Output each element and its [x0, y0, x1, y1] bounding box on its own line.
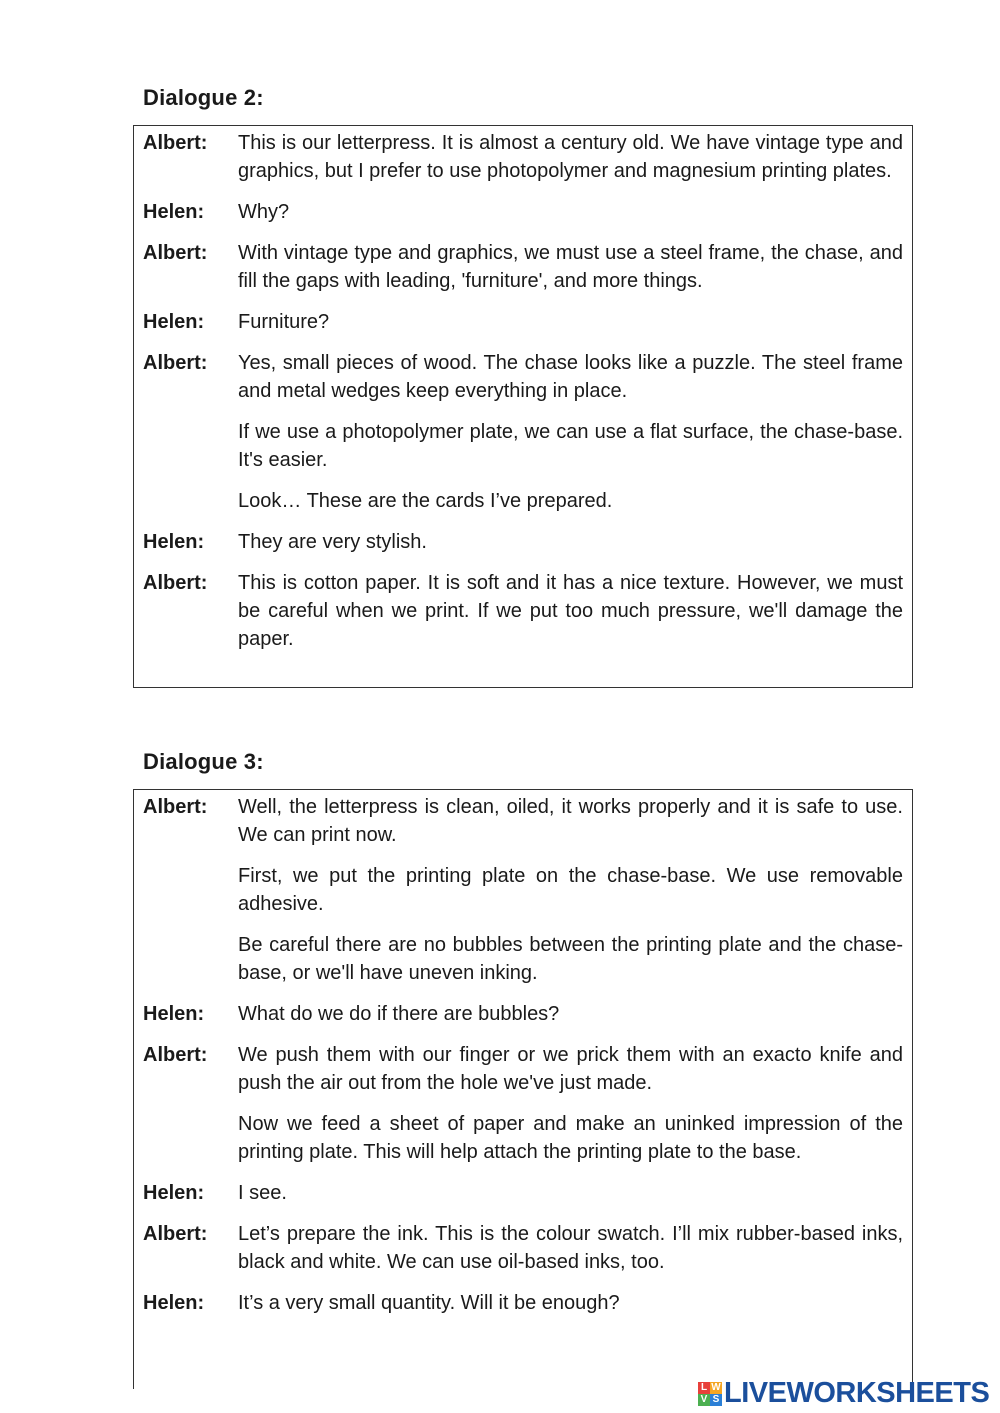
- dialogue-line: [143, 198, 903, 226]
- speech-text: What do we do if there are bubbles?: [238, 1003, 560, 1025]
- dialogue-line: [143, 528, 903, 556]
- dialogue-line: [143, 793, 903, 849]
- speaker-name: Albert:: [143, 572, 208, 594]
- dialogue-2-box: [133, 125, 913, 688]
- dialogue-line: [143, 1220, 903, 1276]
- dialogue-line: [143, 862, 903, 918]
- logo-mark-letter: S: [710, 1394, 722, 1406]
- speaker-name: Albert:: [143, 352, 208, 374]
- logo-mark-letter: W: [711, 1381, 721, 1393]
- speech-text: Yes, small pieces of wood. The chase looks like a puzzle. The steel frame and metal wedges keep everything in place.: [238, 352, 903, 402]
- dialogue-line: [143, 569, 903, 653]
- speech-text: Be careful there are no bubbles between the printing plate and the chase-base, or we'll have uneven inking.: [238, 934, 903, 984]
- dialogue-line: [143, 1289, 903, 1317]
- liveworksheets-mark-icon: [698, 1382, 722, 1406]
- speaker-name: Albert:: [143, 242, 208, 264]
- dialogue-line: [143, 1110, 903, 1166]
- dialogue-line: [143, 129, 903, 185]
- dialogue-line: [143, 239, 903, 295]
- speaker-name: Helen:: [143, 311, 205, 333]
- speech-text: Now we feed a sheet of paper and make an uninked impression of the printing plate. This will help attach the printing plate to the base.: [238, 1113, 903, 1163]
- speaker-name: Helen:: [143, 531, 205, 553]
- liveworksheets-logo-text: LIVEWORKSHEETS: [724, 1377, 990, 1409]
- dialogue-3-title: Dialogue 3:: [143, 749, 264, 774]
- speech-text: We push them with our finger or we prick them with an exacto knife and push the air out from the hole we've just made.: [238, 1044, 903, 1094]
- speech-text: This is cotton paper. It is soft and it has a nice texture. However, we must be careful when we print. If we put too much pressure, we'll damage the paper.: [238, 572, 903, 650]
- speaker-name: Albert:: [143, 1044, 208, 1066]
- speech-text: They are very stylish.: [238, 531, 427, 553]
- logo-mark-letter: L: [698, 1382, 710, 1394]
- speech-text: First, we put the printing plate on the chase-base. We use removable adhesive.: [238, 865, 903, 915]
- speaker-name: Helen:: [143, 1003, 205, 1025]
- speech-text: Why?: [238, 201, 290, 223]
- dialogue-line: [143, 1041, 903, 1097]
- dialogue-line: [143, 487, 903, 515]
- logo-mark-letter: V: [698, 1394, 710, 1406]
- speech-text: Well, the letterpress is clean, oiled, it works properly and it is safe to use. We can print now.: [238, 796, 903, 846]
- dialogue-line: [143, 308, 903, 336]
- dialogue-line: [143, 1000, 903, 1028]
- liveworksheets-logo: [698, 1377, 989, 1410]
- speaker-name: Albert:: [143, 132, 208, 154]
- dialogue-line: [143, 418, 903, 474]
- dialogue-line: [143, 931, 903, 987]
- speaker-name: Helen:: [143, 1292, 205, 1314]
- speaker-name: Helen:: [143, 1182, 205, 1204]
- speaker-name: Albert:: [143, 796, 208, 818]
- dialogue-line: [143, 1179, 903, 1207]
- dialogue-3-box: [133, 789, 913, 1389]
- speech-text: Furniture?: [238, 311, 330, 333]
- dialogue-line: [143, 349, 903, 405]
- speech-text: If we use a photopolymer plate, we can use a flat surface, the chase-base. It's easier.: [238, 421, 903, 471]
- speaker-name: Helen:: [143, 201, 205, 223]
- dialogue-2-title: Dialogue 2:: [143, 85, 264, 110]
- speech-text: It’s a very small quantity. Will it be enough?: [238, 1292, 620, 1314]
- speech-text: I see.: [238, 1182, 287, 1204]
- speech-text: With vintage type and graphics, we must use a steel frame, the chase, and fill the gaps with leading, 'furniture', and more things.: [238, 242, 903, 292]
- speech-text: This is our letterpress. It is almost a century old. We have vintage type and graphics, but I prefer to use photopolymer and magnesium printing plates.: [238, 132, 903, 182]
- speaker-name: Albert:: [143, 1223, 208, 1245]
- speech-text: Let’s prepare the ink. This is the colour swatch. I’ll mix rubber-based inks, black and white. We can use oil-based inks, too.: [238, 1223, 903, 1273]
- speech-text: Look… These are the cards I’ve prepared.: [238, 490, 613, 512]
